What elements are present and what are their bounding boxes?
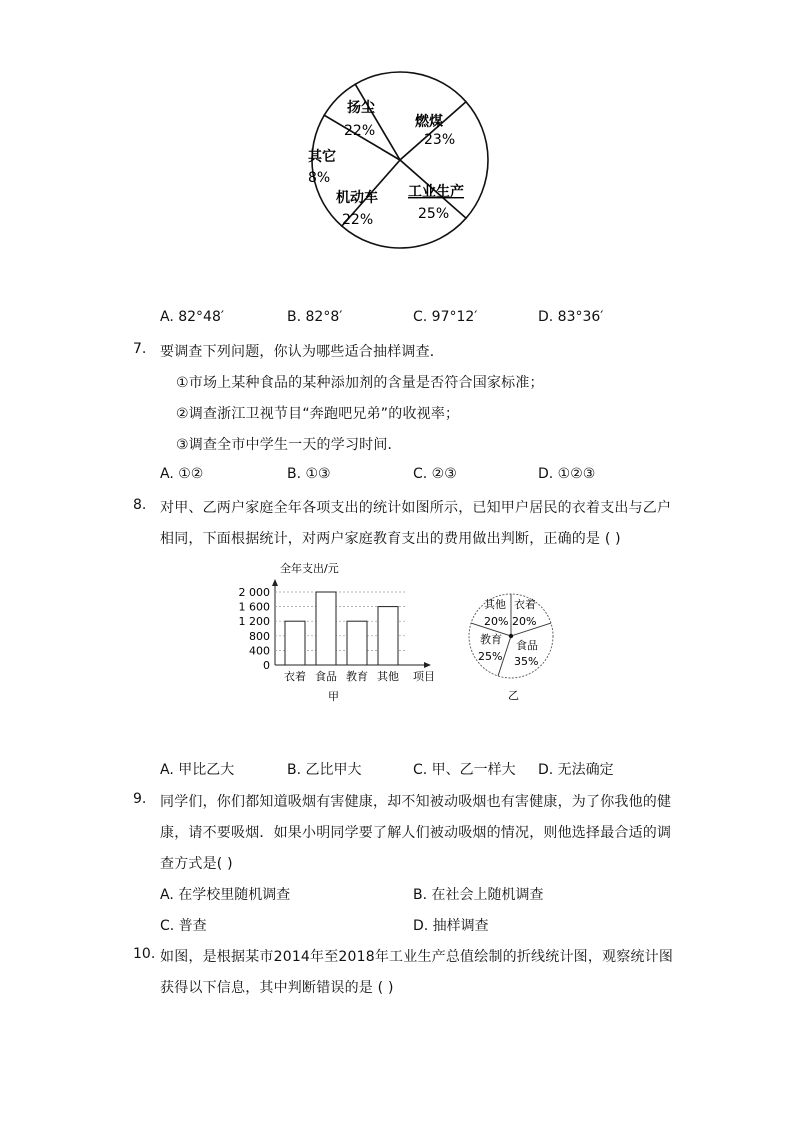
q7-option-d[interactable]: D. ①②③ bbox=[538, 466, 596, 482]
jia-ytick-label: 400 bbox=[249, 644, 270, 658]
q7-stem: 要调查下列问题，你认为哪些适合抽样调查． bbox=[160, 344, 444, 360]
q9-stem-line2: 康，请不要吸烟．如果小明同学要了解人们被动吸烟的情况，则他选择最合适的调 bbox=[160, 825, 672, 841]
q8-option-b[interactable]: B. 乙比甲大 bbox=[287, 762, 362, 778]
jia-ylabel: 全年支出/元 bbox=[280, 562, 339, 575]
pie1-label-qita: 其它 bbox=[308, 149, 336, 165]
jia-bar-0 bbox=[285, 621, 305, 665]
jia-ytick-label: 2 000 bbox=[238, 586, 270, 599]
q9-stem-line3: 查方式是( ) bbox=[160, 856, 233, 872]
jia-ytick-label: 1 600 bbox=[238, 600, 270, 614]
jia-bar-chart bbox=[230, 560, 445, 710]
q9-option-d[interactable]: D. 抽样调查 bbox=[413, 918, 489, 934]
q9-option-c[interactable]: C. 普查 bbox=[160, 918, 207, 934]
pie1-label-ranmei: 燃煤 bbox=[415, 114, 443, 130]
yi-label-other: 其他 bbox=[484, 598, 506, 611]
q10-stem-line2: 获得以下信息，其中判断错误的是 ( ) bbox=[160, 980, 394, 996]
yi-pie-chart bbox=[462, 585, 562, 705]
pie1-pct-qita: 8% bbox=[308, 170, 331, 186]
jia-xtick-label: 食品 bbox=[315, 670, 337, 683]
yi-title: 乙 bbox=[508, 689, 519, 702]
q7-option-a[interactable]: A. ①② bbox=[160, 466, 204, 482]
pie1-label-gongye: 工业生产 bbox=[408, 184, 464, 200]
q10-stem-line1: 如图，是根据某市2014年至2018年工业生产总值绘制的折线统计图，观察统计图 bbox=[160, 949, 674, 965]
yi-label-clothing: 衣着 bbox=[514, 598, 536, 611]
yi-pct-clothing: 20% bbox=[512, 615, 537, 628]
q9-option-b[interactable]: B. 在社会上随机调查 bbox=[413, 887, 544, 903]
q7-number: 7. bbox=[133, 341, 147, 357]
pie1-label-yangchen: 扬尘 bbox=[347, 100, 375, 116]
jia-ytick-label: 800 bbox=[249, 629, 270, 643]
q8-stem-line1: 对甲、乙两户家庭全年各项支出的统计如图所示，已知甲户居民的衣着支出与乙户 bbox=[160, 500, 672, 516]
q8-option-d[interactable]: D. 无法确定 bbox=[538, 762, 614, 778]
yi-pct-food: 35% bbox=[514, 655, 539, 668]
pie1-pct-ranmei: 23% bbox=[424, 132, 456, 148]
q7-item-2: ②调查浙江卫视节目“奔跑吧兄弟”的收视率； bbox=[176, 406, 460, 422]
q9-stem-line1: 同学们，你们都知道吸烟有害健康，却不知被动吸烟也有害健康，为了你我他的健 bbox=[160, 794, 672, 810]
yi-pct-other: 20% bbox=[484, 615, 509, 628]
q6-option-a[interactable]: A. 82°48′ bbox=[160, 309, 225, 325]
q6-option-d[interactable]: D. 83°36′ bbox=[538, 309, 604, 325]
jia-xlabel: 项目 bbox=[413, 670, 435, 683]
jia-bar-2 bbox=[347, 621, 367, 665]
q7-option-b[interactable]: B. ①③ bbox=[287, 466, 331, 482]
q8-number: 8. bbox=[133, 497, 147, 513]
jia-xtick-label: 教育 bbox=[346, 670, 368, 683]
q7-item-1: ①市场上某种食品的某种添加剂的含量是否符合国家标准； bbox=[176, 375, 544, 391]
q7-item-3: ③调查全市中学生一天的学习时间． bbox=[176, 437, 402, 453]
jia-ytick-label: 1 200 bbox=[238, 615, 270, 629]
q9-number: 9. bbox=[133, 791, 147, 807]
jia-xtick-label: 其他 bbox=[377, 670, 399, 683]
pie1-pct-yangchen: 22% bbox=[344, 123, 376, 139]
q8-stem-line2: 相同，下面根据统计，对两户家庭教育支出的费用做出判断，正确的是 ( ) bbox=[160, 531, 621, 547]
q7-option-c[interactable]: C. ②③ bbox=[413, 466, 457, 482]
jia-xtick-label: 衣着 bbox=[284, 670, 306, 683]
q10-number: 10. bbox=[133, 946, 156, 962]
jia-y-arrow bbox=[272, 579, 278, 586]
jia-bar-3 bbox=[378, 607, 398, 665]
yi-pie-center bbox=[509, 634, 513, 638]
q6-option-b[interactable]: B. 82°8′ bbox=[287, 309, 343, 325]
pie1-pct-jidongche: 22% bbox=[342, 212, 374, 228]
q8-option-c[interactable]: C. 甲、乙一样大 bbox=[413, 762, 516, 778]
q6-option-c[interactable]: C. 97°12′ bbox=[413, 309, 478, 325]
jia-bar-1 bbox=[316, 592, 336, 665]
pollution-pie-chart bbox=[300, 60, 500, 270]
q8-option-a[interactable]: A. 甲比乙大 bbox=[160, 762, 235, 778]
yi-pct-education: 25% bbox=[478, 650, 503, 663]
jia-x-arrow bbox=[424, 662, 431, 668]
yi-label-food: 食品 bbox=[516, 639, 538, 652]
pie1-pct-gongye: 25% bbox=[418, 206, 450, 222]
jia-ytick-label: 0 bbox=[263, 659, 270, 672]
jia-title: 甲 bbox=[328, 690, 339, 703]
pie1-label-jidongche: 机动车 bbox=[336, 190, 378, 206]
q9-option-a[interactable]: A. 在学校里随机调查 bbox=[160, 887, 291, 903]
yi-label-education: 教育 bbox=[480, 633, 502, 646]
